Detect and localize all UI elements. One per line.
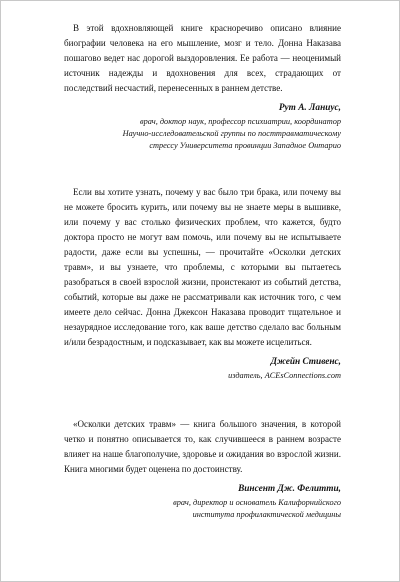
endorsement-author-title-line: института профилактической медицины: [192, 509, 341, 519]
endorsement-author-title-line: стрессу Университета провинции Западное Онтарио: [149, 140, 341, 150]
endorsement-quote: [64, 21, 341, 151]
endorsement-attribution: [64, 482, 341, 521]
endorsements: [64, 21, 341, 521]
endorsement-author: Винсент Дж. Фелитти,: [238, 484, 341, 495]
endorsement-author-title-line: врач, директор и основатель Калифорнийского: [173, 498, 341, 508]
endorsement-text: «Осколки детских травм» — книга большого значения, в которой четко и понятно описывается то, как случившееся в раннем возрасте влияет на наше благополучие, здоровье и ожидания во взрослой жизни. Книга многими будет оценена по достоинству.: [64, 419, 341, 475]
endorsement-text: Если вы хотите узнать, почему у вас было три брака, или почему вы не можете бросить курить, или почему вы не знаете меры в вышивке, или почему у вас столько физических проблем, что кажется, будто доктора просто не могут вам помочь, или почему вы не испытываете радости, даже если вы успешны, — прочитайте «Осколки детских травм», и вы узнаете, что проблемы, с которыми вы пытаетесь разобраться в своей взрослой жизни, проистекают из событий детства, событий, которые вы даже не рассматривали как источник того, с чем имеете дело сейчас. Донна Джексон Наказава проводит тщательное и незаурядное исследование того, как ваше детство сделало вас больным и/или безрадостным, и подсказывает, как вы можете исцелиться.: [64, 187, 341, 348]
endorsement-text: В этой вдохновляющей книге красноречиво описано влияние биографии человека на его мышление, мозг и тело. Донна Наказава пошагово ведет нас дорогой выздоровления. Ее работа — неоценимый источник надежды и вдохновения для всех, страдающих от последствий несчастий, перенесенных в раннем детстве.: [64, 23, 341, 93]
endorsement-author: Рут А. Ланиус,: [278, 103, 341, 113]
endorsement-author-title-line: врач, доктор наук, профессор психиатрии, координатор: [139, 117, 341, 126]
endorsement-quote: [64, 185, 341, 382]
endorsement-author-title-line: Научно-исследовательской группы по посттравматическому: [122, 128, 341, 138]
endorsement-author-title-line: издатель, ACEsConnections.com: [228, 371, 341, 381]
endorsement-author: Джейн Стивенс,: [270, 357, 341, 368]
endorsement-quote: [64, 417, 341, 521]
endorsement-attribution: [64, 101, 341, 151]
endorsement-attribution: [64, 355, 341, 382]
